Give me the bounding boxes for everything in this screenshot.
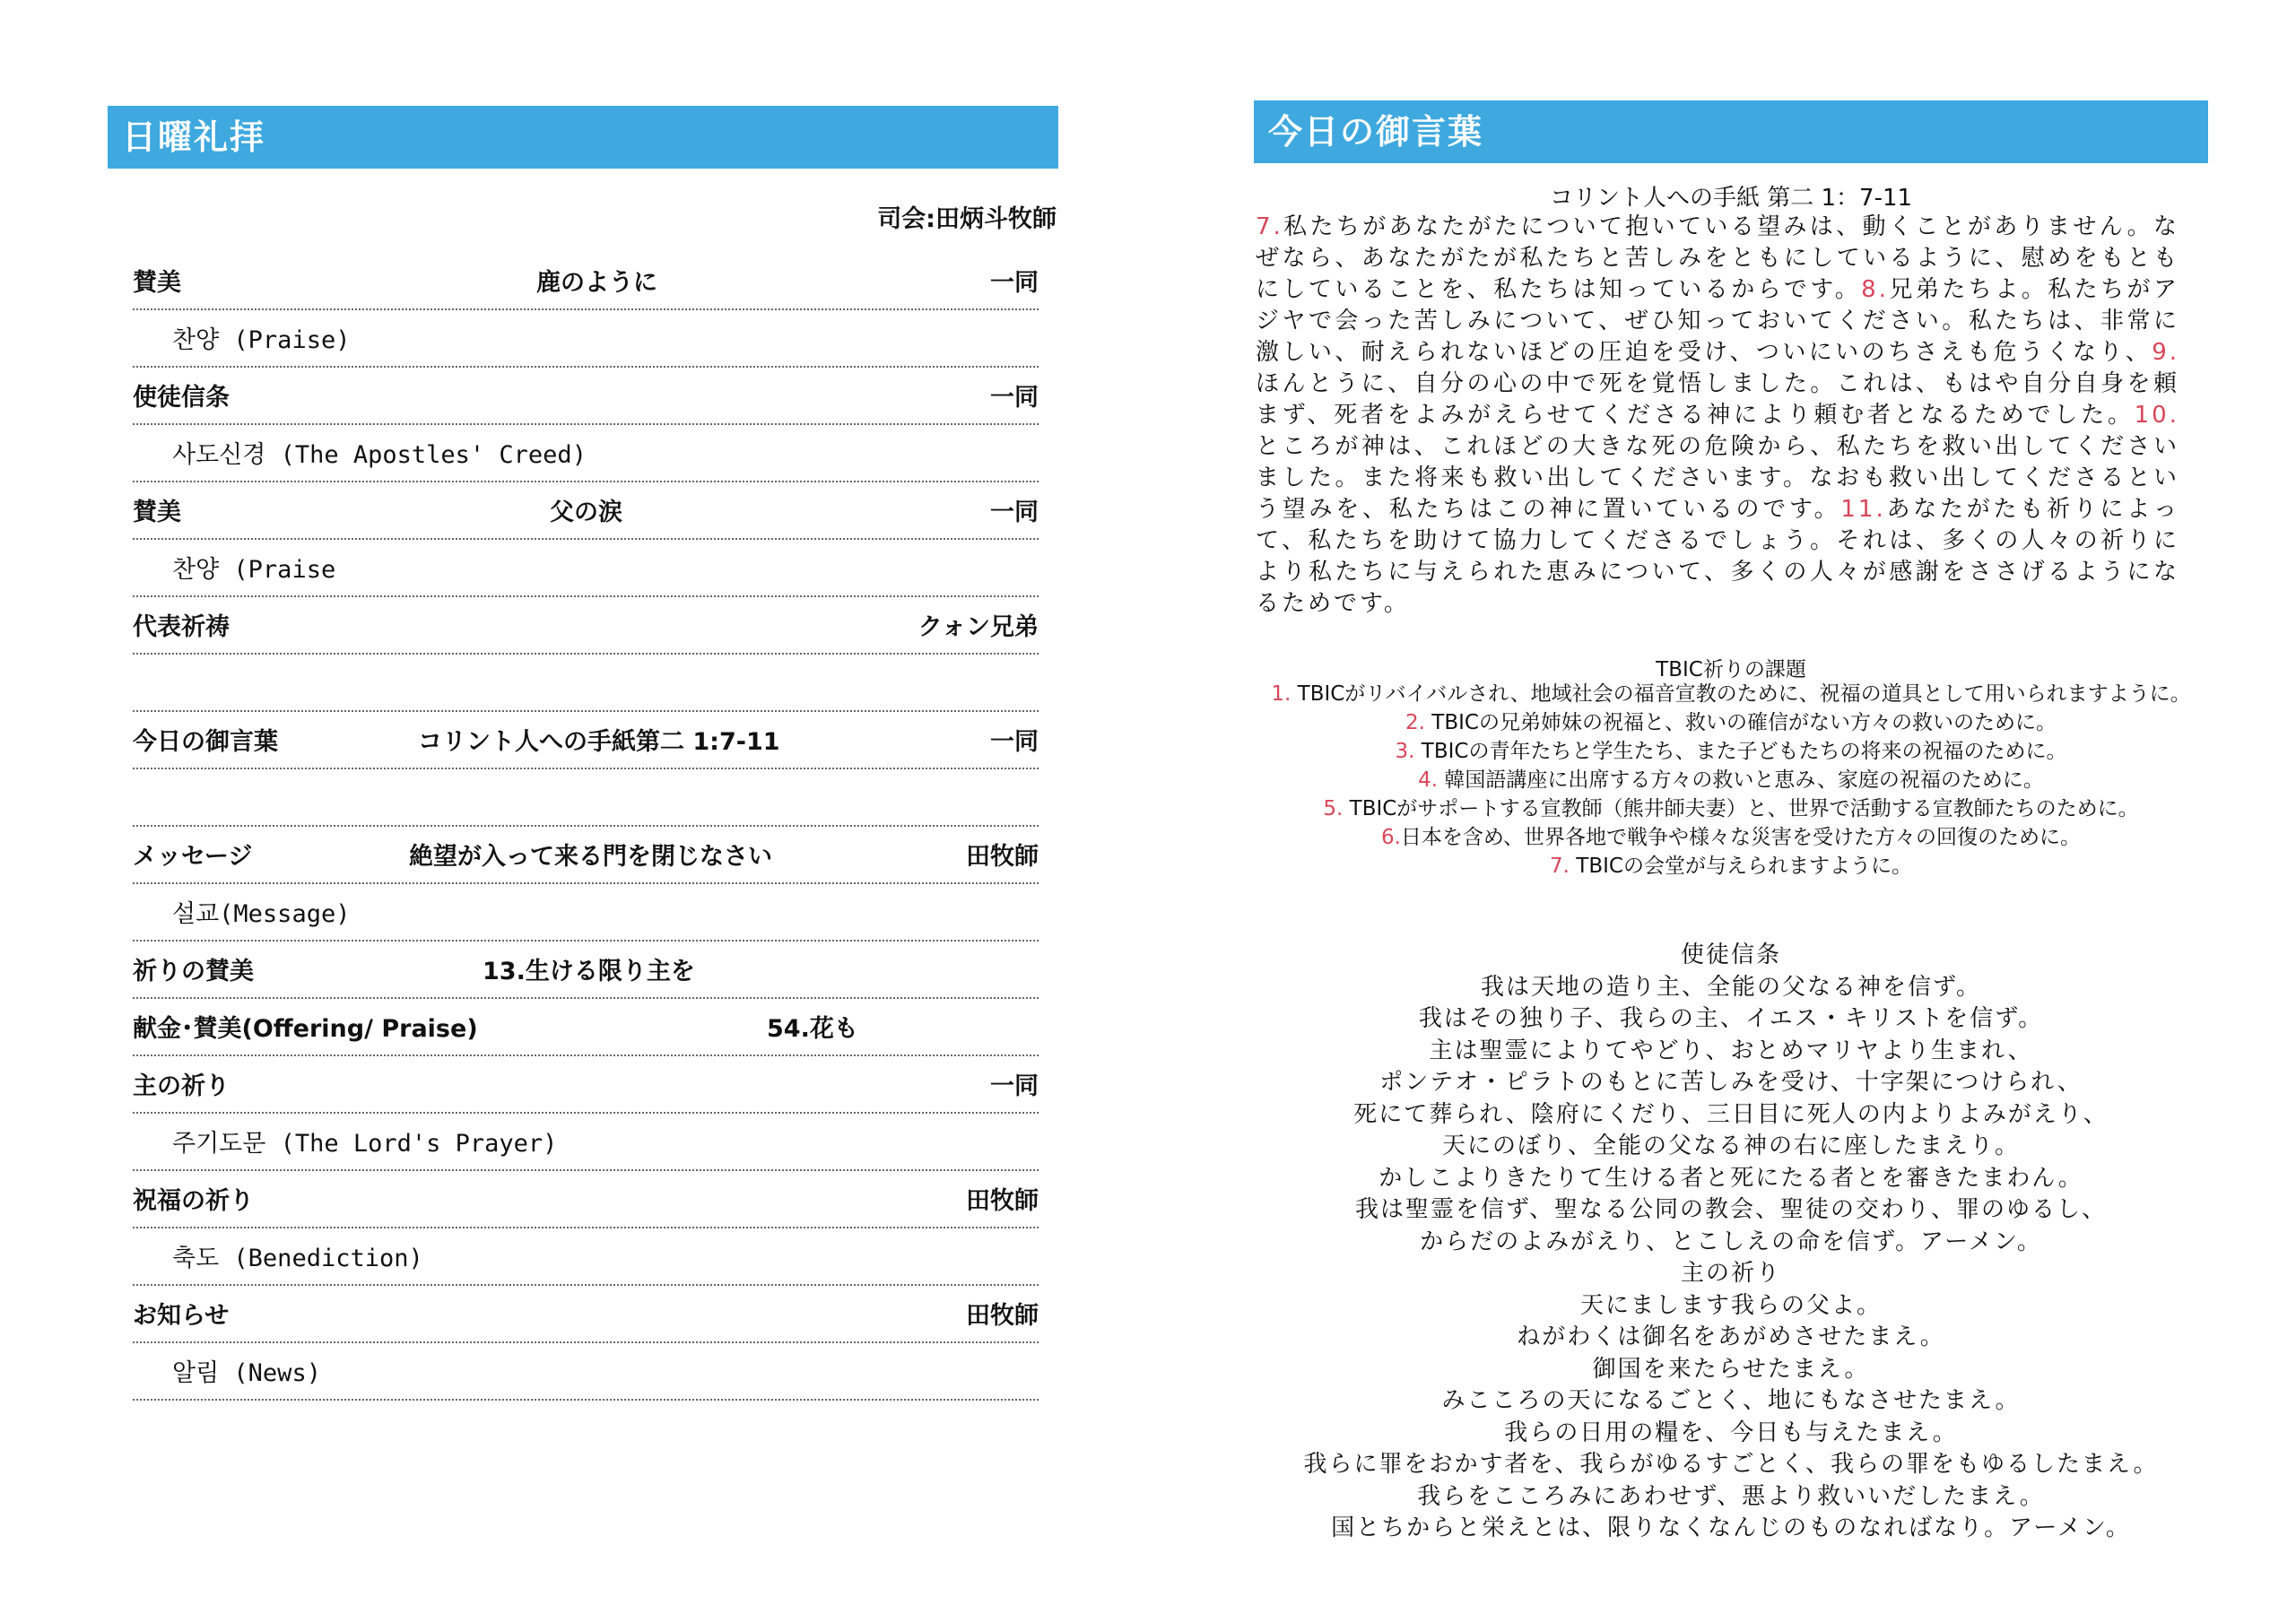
program-row-leader: 一同: [990, 269, 1039, 297]
lords-prayer-line: 我らをこころみにあわせず、悪より救いいだしたまえ。: [1417, 1482, 2045, 1510]
program-row-title: 代表祈祷: [133, 613, 230, 641]
program-row: [133, 482, 1039, 540]
program-row-leader: 一同: [990, 728, 1039, 756]
program-row: [133, 597, 1039, 655]
program-row-korean: 주기도문 (The Lord's Prayer): [172, 1130, 558, 1158]
program-row-title: 主の祈り: [133, 1072, 230, 1100]
prayer-item: [1256, 737, 2206, 766]
program-row: [133, 1171, 1039, 1228]
prayer-item: [1256, 766, 2206, 794]
program-row: [133, 1228, 1039, 1286]
verse-text: あなたがたも祈りによって、私たちを助けて協力してくださるでしょう。それは、多くの人々の祈りにより私たちに与えられた恵みについて、多くの人々が感謝をささげるようになるためです。: [1256, 496, 2179, 617]
program-row: [133, 655, 1039, 712]
creed-line: 天にのぼり、全能の父なる神の右に座したまえり。: [1441, 1133, 2020, 1159]
prayer-number: 2.: [1405, 711, 1425, 734]
prayer-text: TBICの青年たちと学生たち、また子どもたちの将来の祝福のために。: [1414, 740, 2067, 763]
prayer-item: [1256, 794, 2206, 823]
prayer-item: [1256, 708, 2206, 737]
program-row: [133, 769, 1039, 827]
verse-number: 10.: [2134, 402, 2179, 429]
prayer-topics-list: [1256, 680, 2206, 881]
program-row: [133, 368, 1039, 425]
program-row-title: 使徒信条: [133, 384, 230, 412]
prayer-topics-title: TBIC祈りの課題: [1656, 658, 1806, 681]
program-row-title: メッセージ: [133, 843, 253, 871]
prayer-number: 5.: [1323, 797, 1344, 820]
program-row-title: 献金･賛美(Offering/ Praise): [133, 1015, 478, 1043]
creed-line: 我は天地の造り主、全能の父なる神を信ず。: [1481, 973, 1981, 1001]
program-row-item: 54.花も: [767, 1015, 858, 1043]
sunday-service-header: 日曜礼拝: [108, 106, 1058, 169]
program-row: [133, 712, 1039, 769]
creed-line: 我は聖霊を信ず、聖なる公同の教会、聖徒の交わり、罪のゆるし、: [1355, 1196, 2107, 1223]
todays-word-header: 今日の御言葉: [1254, 100, 2208, 163]
verse-number: 7.: [1256, 213, 1283, 240]
program-row: [133, 999, 1039, 1056]
prayer-item: [1256, 680, 2206, 708]
program-row-item: 13.生ける限り主を: [483, 958, 695, 985]
creed-line: 死にて葬られ、陰府にくだり、三日目に死人の内よりよみがえり、: [1353, 1100, 2109, 1128]
creed-line: かしこよりきたりて生ける者と死にたる者とを審きたまわん。: [1378, 1164, 2083, 1192]
scripture-text: [1256, 212, 2179, 620]
prayer-text: 韓国語講座に出席する方々の救いと恵み、家庭の祝福のために。: [1438, 768, 2044, 792]
prayer-number: 1.: [1271, 682, 1292, 706]
verse-text: ところが神は、これほどの大きな死の危険から、私たちを救い出してくださいました。また将来も救い出してくださいます。なおも救い出してくださるという望みを、私たちはこの神に置いているのです。: [1256, 433, 2179, 523]
program-row-item: 鹿のように: [536, 269, 657, 297]
program-row: [133, 942, 1039, 999]
lords-prayer-line: 御国を来たらせたまえ。: [1592, 1355, 1870, 1383]
program-row-leader: 田牧師: [966, 1187, 1039, 1215]
prayer-text: TBICがリバイバルされ、地域社会の福音宣教のために、祝福の道具として用いられますように。: [1291, 682, 2191, 706]
program-row-item: 絶望が入って来る門を閉じなさい: [409, 843, 772, 871]
program-row-item: 父の涙: [550, 499, 622, 526]
program-row-korean: 찬양 (Praise): [172, 326, 351, 354]
creed-line: ポンテオ・ピラトのもとに苦しみを受け、十字架につけられ、: [1379, 1069, 2083, 1096]
creed-line: 主は聖霊によりてやどり、おとめマリヤより生まれ、: [1429, 1037, 2033, 1064]
creed-title: 使徒信条: [1680, 942, 1781, 968]
creed-and-lords-prayer: [1256, 940, 2206, 1545]
verse-text: 兄弟たちよ。私たちがアジヤで会った苦しみについて、ぜひ知っておいてください。私たちは、非常に激しい、耐えられないほどの圧迫を受け、ついにいのちさえも危うくなり、: [1256, 276, 2179, 366]
program-row-title: 今日の御言葉: [133, 728, 278, 756]
program-row-korean: 찬양 (Praise: [172, 556, 336, 584]
program-row-leader: 田牧師: [966, 843, 1039, 871]
lords-prayer-line: 天にまします我らの父よ。: [1579, 1291, 1882, 1319]
program-row: [133, 310, 1039, 368]
prayer-text: TBICがサポートする宣教師（熊井師夫妻）と、世界で活動する宣教師たちのために。: [1343, 797, 2139, 820]
program-row-item: コリント人への手紙第二 1:7-11: [418, 728, 780, 756]
lords-prayer-title: 主の祈り: [1680, 1260, 1781, 1287]
lords-prayer-line: 国とちからと栄えとは、限りなくなんじのものなればなり。アーメン。: [1331, 1515, 2131, 1541]
program-row: [133, 1056, 1039, 1114]
prayer-number: 7.: [1550, 855, 1570, 878]
program-row: [133, 1114, 1039, 1171]
lords-prayer-line: 我らに罪をおかす者を、我らがゆるすごとく、我らの罪をもゆるしたまえ。: [1303, 1451, 2159, 1478]
program-row: [133, 253, 1039, 310]
prayer-number: 4.: [1418, 768, 1439, 792]
program-row-title: 祈りの賛美: [133, 958, 254, 985]
program-row: [133, 1286, 1039, 1343]
program-row-leader: 一同: [990, 384, 1039, 412]
program-row: [133, 1343, 1039, 1401]
program-row-leader: クォン兄弟: [918, 613, 1039, 641]
verse-text: 私たちがあなたがたについて抱いている望みは、動くことがありません。なぜなら、あなたがたが私たちと苦しみをともにしているように、慰めをもともにしていることを、私たちは知っているからです。: [1256, 213, 2179, 303]
prayer-number: 3.: [1395, 740, 1415, 763]
program-row-title: 賛美: [133, 269, 181, 297]
prayer-item: [1256, 823, 2206, 852]
program-row: [133, 827, 1039, 884]
prayer-text: TBICの兄弟姉妹の祝福と、救いの確信がない方々の救いのために。: [1424, 711, 2057, 734]
lords-prayer-line: ねがわくは御名をあがめさせたまえ。: [1517, 1324, 1945, 1350]
program-row-title: 賛美: [133, 499, 181, 526]
program-row-title: お知らせ: [133, 1302, 230, 1330]
program-row: [133, 425, 1039, 482]
presider-label: 司会:田炳斗牧師: [877, 205, 1057, 233]
program-row-leader: 一同: [990, 1072, 1039, 1100]
creed-line: からだのよみがえり、とこしえの命を信ず。アーメン。: [1420, 1228, 2042, 1255]
program-row: [133, 884, 1039, 942]
prayer-number: 6.: [1380, 826, 1401, 849]
program-row: [133, 540, 1039, 597]
program-row-korean: 사도신경 (The Apostles' Creed): [172, 441, 587, 469]
program-row-korean: 축도 (Benediction): [172, 1245, 423, 1272]
lords-prayer-line: 我らの日用の糧を、今日も与えたまえ。: [1504, 1419, 1958, 1446]
lords-prayer-line: みこころの天になるごとく、地にもなさせたまえ。: [1441, 1387, 2021, 1414]
program-row-korean: 설교(Message): [172, 900, 351, 928]
program-row-korean: 알림 (News): [172, 1359, 321, 1387]
creed-line: 我はその独り子、我らの主、イエス・キリストを信ず。: [1418, 1005, 2044, 1032]
scripture-reference: コリント人への手紙 第二 1：7-11: [1549, 185, 1913, 212]
program-row-leader: 一同: [990, 499, 1039, 526]
verse-number: 8.: [1861, 276, 1889, 303]
program-row-leader: 田牧師: [966, 1302, 1039, 1330]
verse-number: 9.: [2152, 339, 2179, 366]
verse-text: ほんとうに、自分の心の中で死を覚悟しました。これは、もはや自分自身を頼まず、死者をよみがえらせてくださる神により頼む者となるためでした。: [1256, 370, 2179, 429]
prayer-item: [1256, 852, 2206, 881]
prayer-text: TBICの会堂が与えられますように。: [1569, 855, 1912, 878]
program-row-title: 祝福の祈り: [133, 1187, 254, 1215]
prayer-text: 日本を含め、世界各地で戦争や様々な災害を受けた方々の回復のために。: [1400, 826, 2082, 849]
verse-number: 11.: [1840, 496, 1886, 523]
